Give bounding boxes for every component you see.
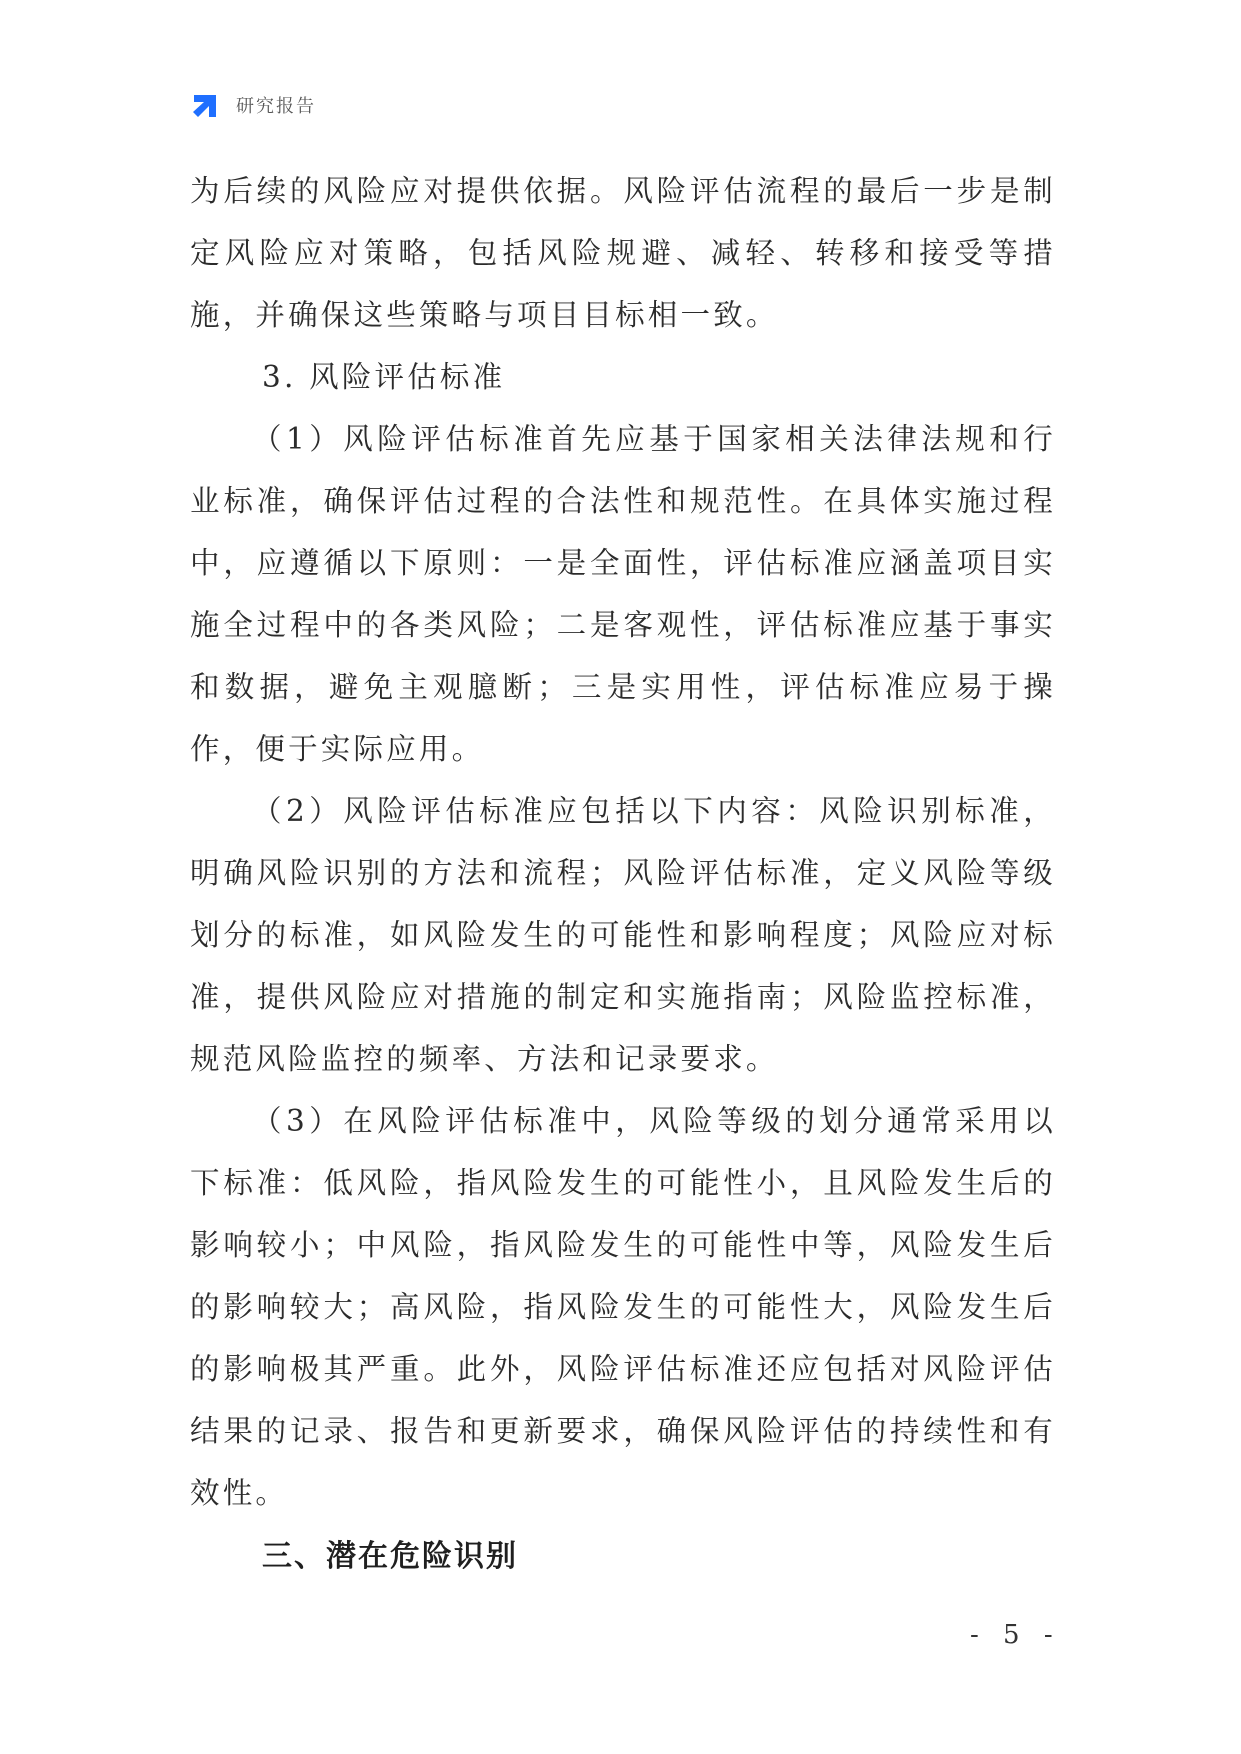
page-header	[190, 88, 316, 122]
paragraph-1: （1）风险评估标准首先应基于国家相关法律法规和行业标准，确保评估过程的合法性和规范性。在具体实施过程中，应遵循以下原则：一是全面性，评估标准应涵盖项目实施全过程中的各类风险；二是客观性，评估标准应基于事实和数据，避免主观臆断；三是实用性，评估标准应易于操作，便于实际应用。	[190, 422, 1056, 766]
header-title: 研究报告	[236, 96, 316, 117]
section-heading: 三、潜在危险识别	[262, 1539, 518, 1574]
paragraph-3: （3）在风险评估标准中，风险等级的划分通常采用以下标准：低风险，指风险发生的可能性小，且风险发生后的影响较小；中风险，指风险发生的可能性中等，风险发生后的影响较大；高风险，指风险发生的可能性大，风险发生后的影响极其严重。此外，风险评估标准还应包括对风险评估结果的记录、报告和更新要求，确保风险评估的持续性和有效性。	[190, 1104, 1056, 1510]
page-number: - 5 -	[970, 1620, 1061, 1650]
subheading-risk-assessment-standards: 3. 风险评估标准	[262, 360, 506, 394]
document-body	[190, 160, 1056, 1588]
paragraph-2: （2）风险评估标准应包括以下内容：风险识别标准，明确风险识别的方法和流程；风险评估标准，定义风险等级划分的标准，如风险发生的可能性和影响程度；风险应对标准，提供风险应对措施的制定和实施指南；风险监控标准，规范风险监控的频率、方法和记录要求。	[190, 794, 1056, 1076]
arrow-up-right-icon	[190, 89, 222, 121]
paragraph-intro: 为后续的风险应对提供依据。风险评估流程的最后一步是制定风险应对策略，包括风险规避、减轻、转移和接受等措施，并确保这些策略与项目目标相一致。	[190, 174, 1056, 332]
